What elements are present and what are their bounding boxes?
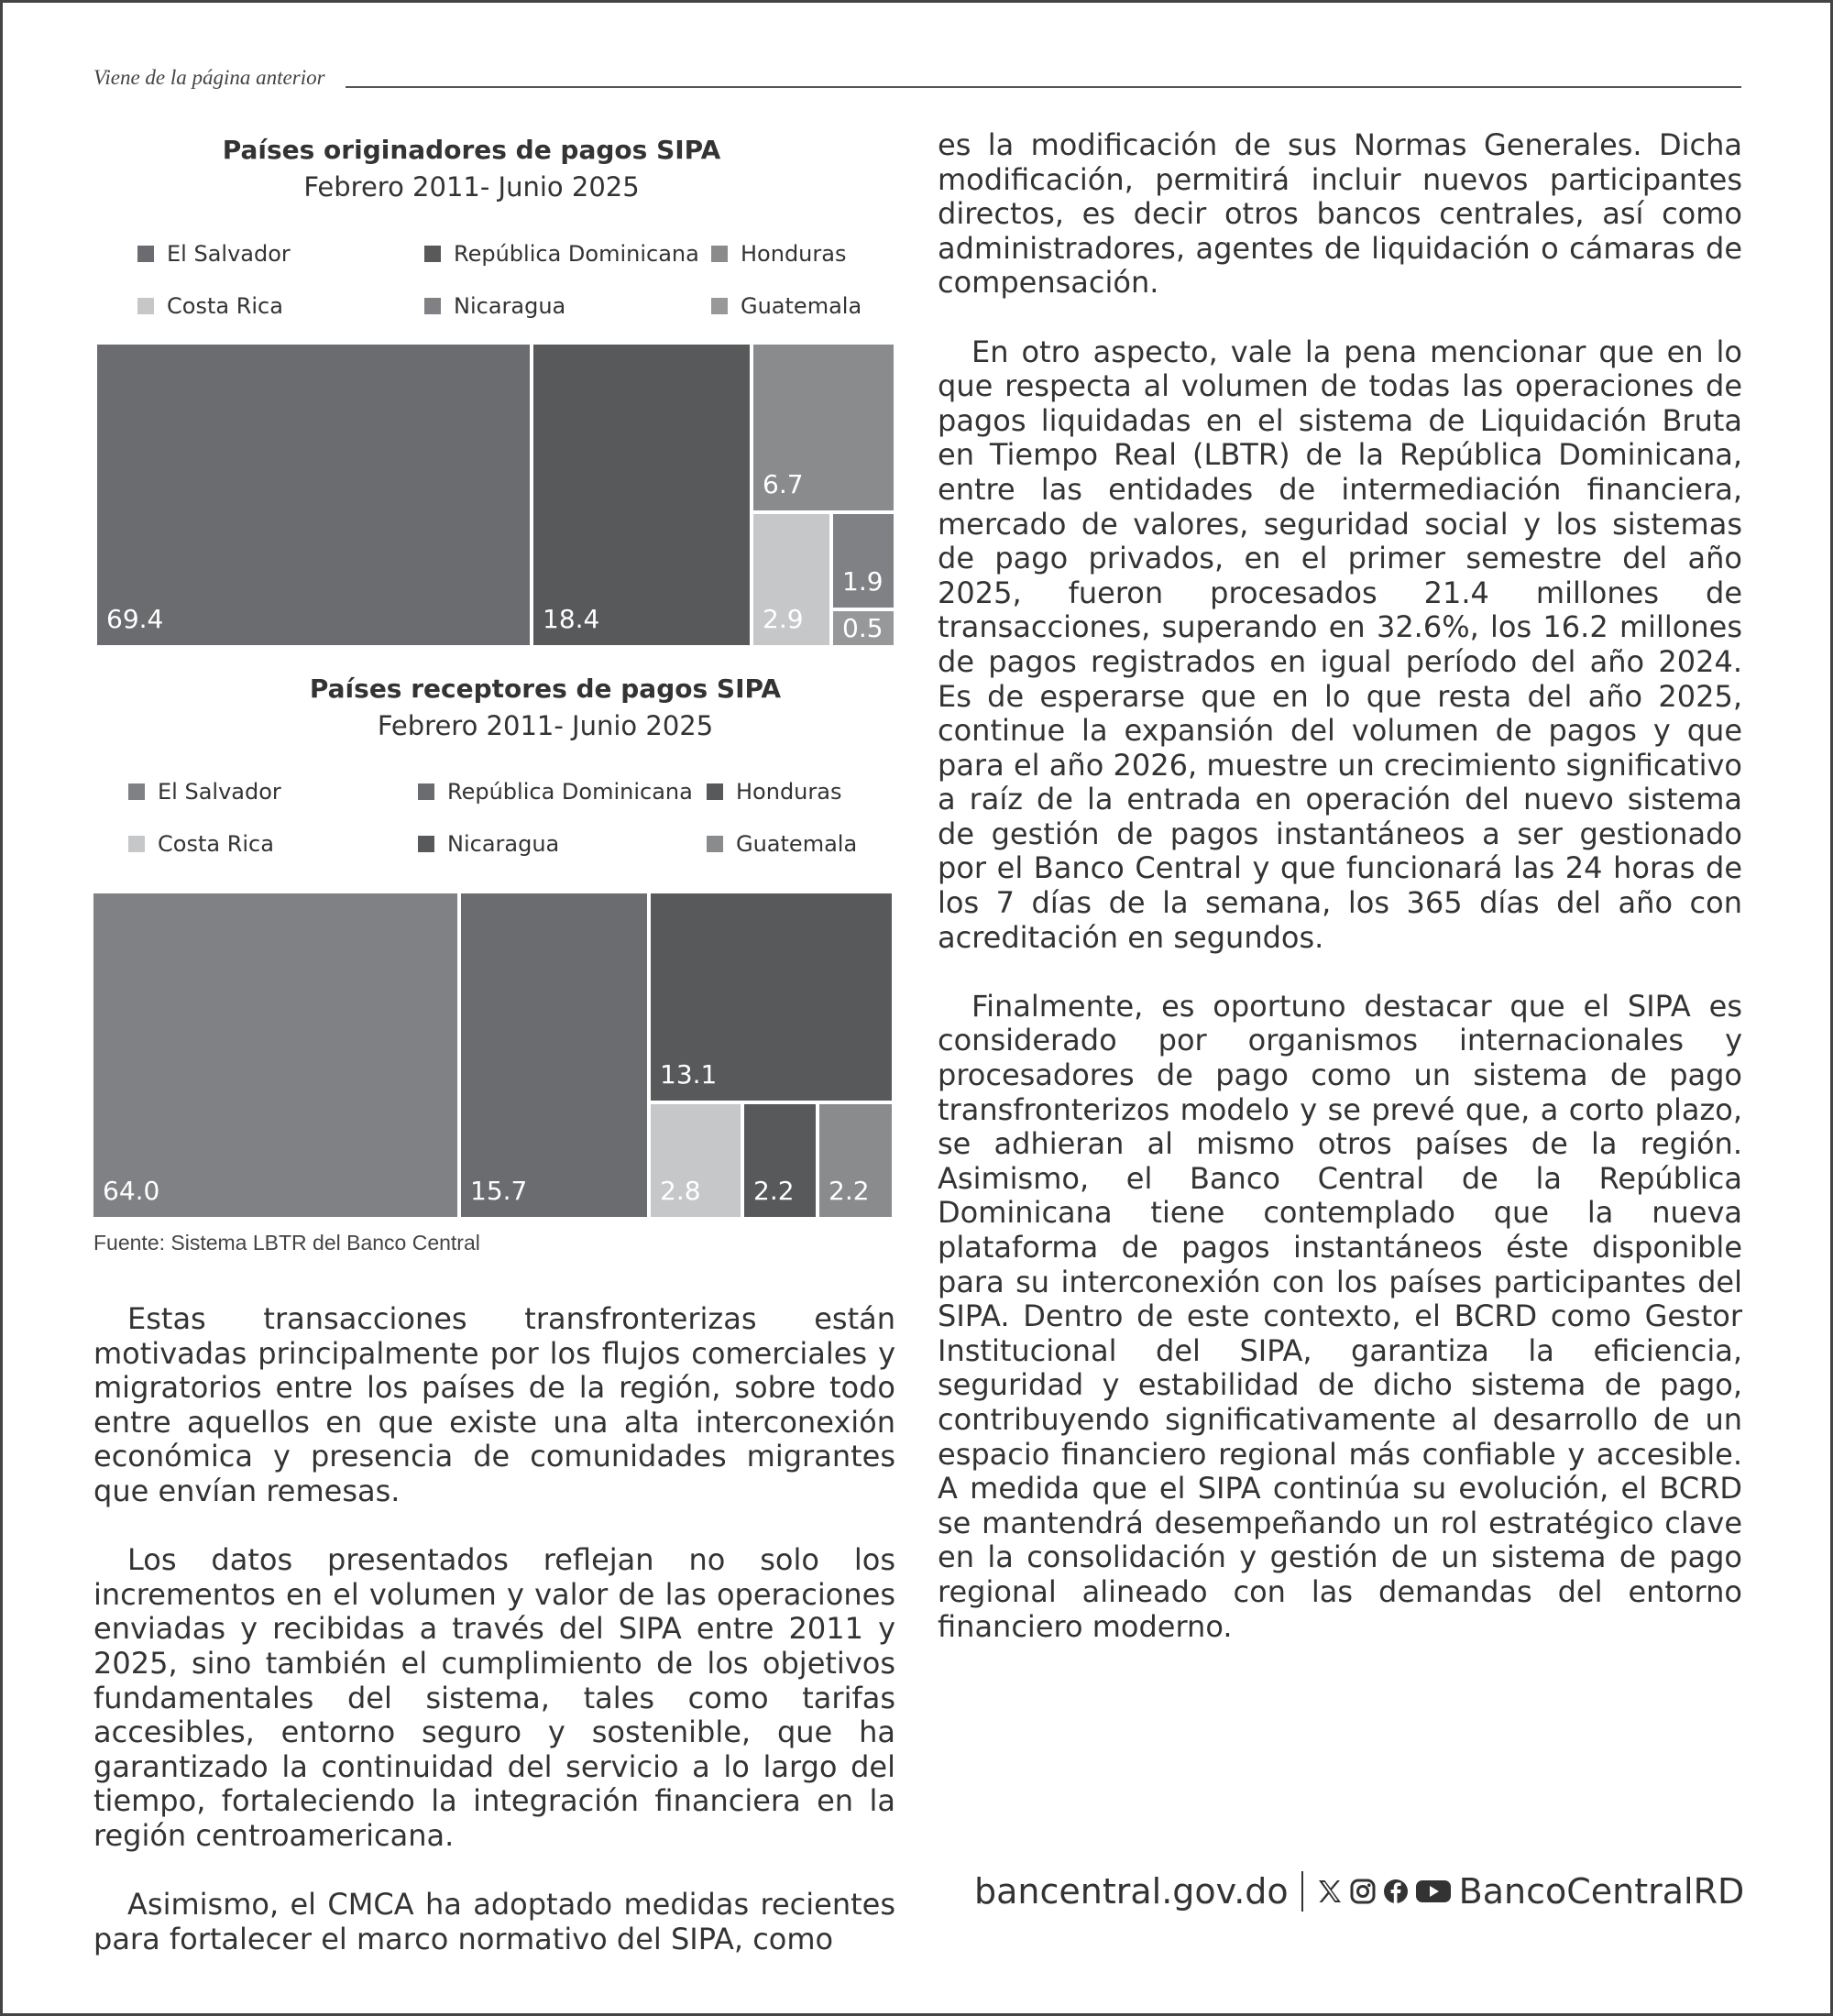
left-paragraph-2: Los datos presentados reflejan no solo los incrementos en el volumen y valor de las operaciones enviadas y recibidas a través del SIPA entre 2011 y 2025, sino también el cumplimiento de los objetivos fundamentales del sistema, tales como tarifas accesibles, entorno seguro y sostenible, que ha garantizado la continuidad del servicio a lo largo del tiempo, fortaleciendo la integración financiera en la región centroamericana.	[93, 1542, 895, 1853]
legend-label: Costa Rica	[158, 831, 274, 857]
legend-label: República Dominicana	[447, 779, 693, 805]
left-paragraph-1: Estas transacciones transfronterizas están motivadas principalmente por los flujos comerciales y migratorios entre los países de la región, sobre todo entre aquellos en que existe una alta interconexión económica y presencia de comunidades migrantes que envían remesas.	[93, 1301, 895, 1508]
chart-source-note: Fuente: Sistema LBTR del Banco Central	[93, 1231, 480, 1255]
right-paragraph-2: En otro aspecto, vale la pena mencionar que en lo que respecta al volumen de todas las operaciones de pagos liquidadas en el sistema de Liquidación Bruta en Tiempo Real (LBTR) de la República Dominicana, entre las entidades de intermediación financiera, mercado de valores, seguridad social y los sistemas de pago privados, en el primer semestre del año 2025, fueron procesados 21.4 millones de transacciones, superando en 32.6%, los 16.2 millones de pagos registrados en igual período del año 2024. Es de esperarse que en lo que resta del año 2025, continue la expansión del volumen de pagos y que para el año 2026, muestre un crecimiento significativo a raíz de la entrada en operación del nuevo sistema de gestión de pagos instantáneos a ser gestionado por el Banco Central y que funcionará las 24 horas de los 7 días de la semana, los 365 días del año con acreditación en segundos.	[938, 334, 1742, 955]
legend-swatch	[128, 783, 145, 800]
legend-label: Costa Rica	[167, 293, 283, 319]
chart-1-title: Países originadores de pagos SIPA	[222, 135, 721, 165]
continued-from-previous-page: Viene de la página anterior	[93, 66, 325, 89]
tile-honduras	[651, 893, 892, 1101]
right-paragraph-3: Finalmente, es oportuno destacar que el SIPA es considerado por organismos internacionales y procesadores de pago como un sistema de pago transfronterizos modelo y se prevé que, a corto plazo, se adhieran al mismo otros países de la región. Asimismo, el Banco Central de la República Dominicana tiene contemplado que la nueva plataforma de pagos instantáneos éste disponible para su interconexión con los países participantes del SIPA. Dentro de este contexto, el BCRD como Gestor Institucional del SIPA, garantiza la eficiencia, seguridad y estabilidad de dicho sistema de pago, contribuyendo significativamente al desarrollo de un espacio financiero regional más confiable y accesible. A medida que el SIPA continúa su evolución, el BCRD se mantendrá desempeñando un rol estratégico clave en la consolidación y gestión de un sistema de pago regional alineado con las demandas del entorno financiero moderno.	[938, 988, 1742, 1644]
legend-swatch	[424, 246, 441, 262]
chart-2-legend-nicaragua	[418, 831, 559, 857]
legend-swatch	[128, 836, 145, 852]
tile-nicaragua	[833, 514, 894, 608]
tile-republica-dominicana	[461, 893, 647, 1217]
chart-2-legend-el-salvador	[128, 779, 281, 805]
chart-1-legend-honduras	[711, 241, 846, 267]
tile-value: 13.1	[660, 1059, 718, 1090]
legend-swatch	[418, 783, 434, 800]
legend-label: Guatemala	[736, 831, 858, 857]
tile-el-salvador	[93, 893, 457, 1217]
tile-nicaragua	[744, 1104, 816, 1217]
chart-1-legend-nicaragua	[424, 293, 565, 319]
tile-value: 2.2	[753, 1176, 795, 1206]
chart-1-legend-costa-rica	[137, 293, 283, 319]
chart-1-heading	[93, 132, 850, 205]
tile-value: 2.9	[763, 604, 804, 634]
legend-label: Nicaragua	[447, 831, 560, 857]
youtube-icon[interactable]	[1415, 1878, 1452, 1905]
legend-swatch	[137, 246, 154, 262]
legend-label: Honduras	[741, 241, 847, 267]
tile-el-salvador	[97, 345, 530, 645]
right-paragraph-1: es la modificación de sus Normas Generales. Dicha modificación, permitirá incluir nuevos participantes directos, es decir otros bancos centrales, así como administradores, agentes de liquidación o cámaras de compensación.	[938, 127, 1742, 301]
chart-1-legend-republica-dominicana	[424, 241, 699, 267]
tile-value: 0.5	[842, 613, 884, 643]
legend-label: El Salvador	[158, 779, 281, 805]
left-column-text	[93, 1302, 895, 1991]
legend-swatch	[418, 836, 434, 852]
tile-honduras	[753, 345, 894, 510]
tile-guatemala	[819, 1104, 892, 1217]
chart-2-legend-guatemala	[707, 831, 857, 857]
tile-value: 2.2	[829, 1176, 870, 1206]
tile-value: 6.7	[763, 469, 804, 499]
footer	[974, 1871, 1744, 1912]
chart-2-treemap	[93, 893, 892, 1217]
legend-label: Nicaragua	[454, 293, 566, 319]
tile-guatemala	[833, 611, 894, 645]
tile-value: 64.0	[103, 1176, 160, 1206]
x-twitter-icon[interactable]	[1316, 1878, 1344, 1905]
tile-value: 69.4	[106, 604, 164, 634]
legend-label: Guatemala	[741, 293, 862, 319]
chart-2-subtitle: Febrero 2011- Junio 2025	[377, 710, 714, 741]
chart-2-title: Países receptores de pagos SIPA	[309, 674, 782, 704]
social-handle[interactable]: BancoCentralRD	[1458, 1871, 1745, 1912]
legend-swatch	[137, 298, 154, 314]
legend-swatch	[711, 298, 728, 314]
chart-2-legend-republica-dominicana	[418, 779, 693, 805]
legend-label: El Salvador	[167, 241, 291, 267]
chart-1-subtitle: Febrero 2011- Junio 2025	[303, 171, 640, 203]
legend-swatch	[424, 298, 441, 314]
legend-label: República Dominicana	[454, 241, 699, 267]
legend-swatch	[711, 246, 728, 262]
chart-2-heading	[170, 671, 921, 744]
legend-swatch	[707, 783, 723, 800]
chart-1-legend-el-salvador	[137, 241, 291, 267]
tile-costa-rica	[753, 514, 829, 645]
footer-separator	[1301, 1871, 1303, 1912]
chart-2-legend-costa-rica	[128, 831, 274, 857]
left-paragraph-3: Asimismo, el CMCA ha adoptado medidas recientes para fortalecer el marco normativo del SIPA, como	[93, 1887, 895, 1956]
chart-2-legend-honduras	[707, 779, 841, 805]
tile-value: 1.9	[842, 566, 884, 597]
chart-1-treemap	[97, 345, 894, 645]
right-column-text	[938, 128, 1742, 1679]
tile-value: 2.8	[660, 1176, 701, 1206]
tile-value: 15.7	[470, 1176, 528, 1206]
tile-value: 18.4	[543, 604, 600, 634]
tile-republica-dominicana	[533, 345, 750, 645]
legend-label: Honduras	[736, 779, 842, 805]
header-rule	[346, 86, 1741, 88]
facebook-icon[interactable]	[1382, 1878, 1410, 1905]
social-icons	[1316, 1878, 1452, 1905]
tile-costa-rica	[651, 1104, 741, 1217]
chart-1-legend-guatemala	[711, 293, 862, 319]
instagram-icon[interactable]	[1349, 1878, 1377, 1905]
legend-swatch	[707, 836, 723, 852]
website-link[interactable]: bancentral.gov.do	[974, 1871, 1289, 1912]
